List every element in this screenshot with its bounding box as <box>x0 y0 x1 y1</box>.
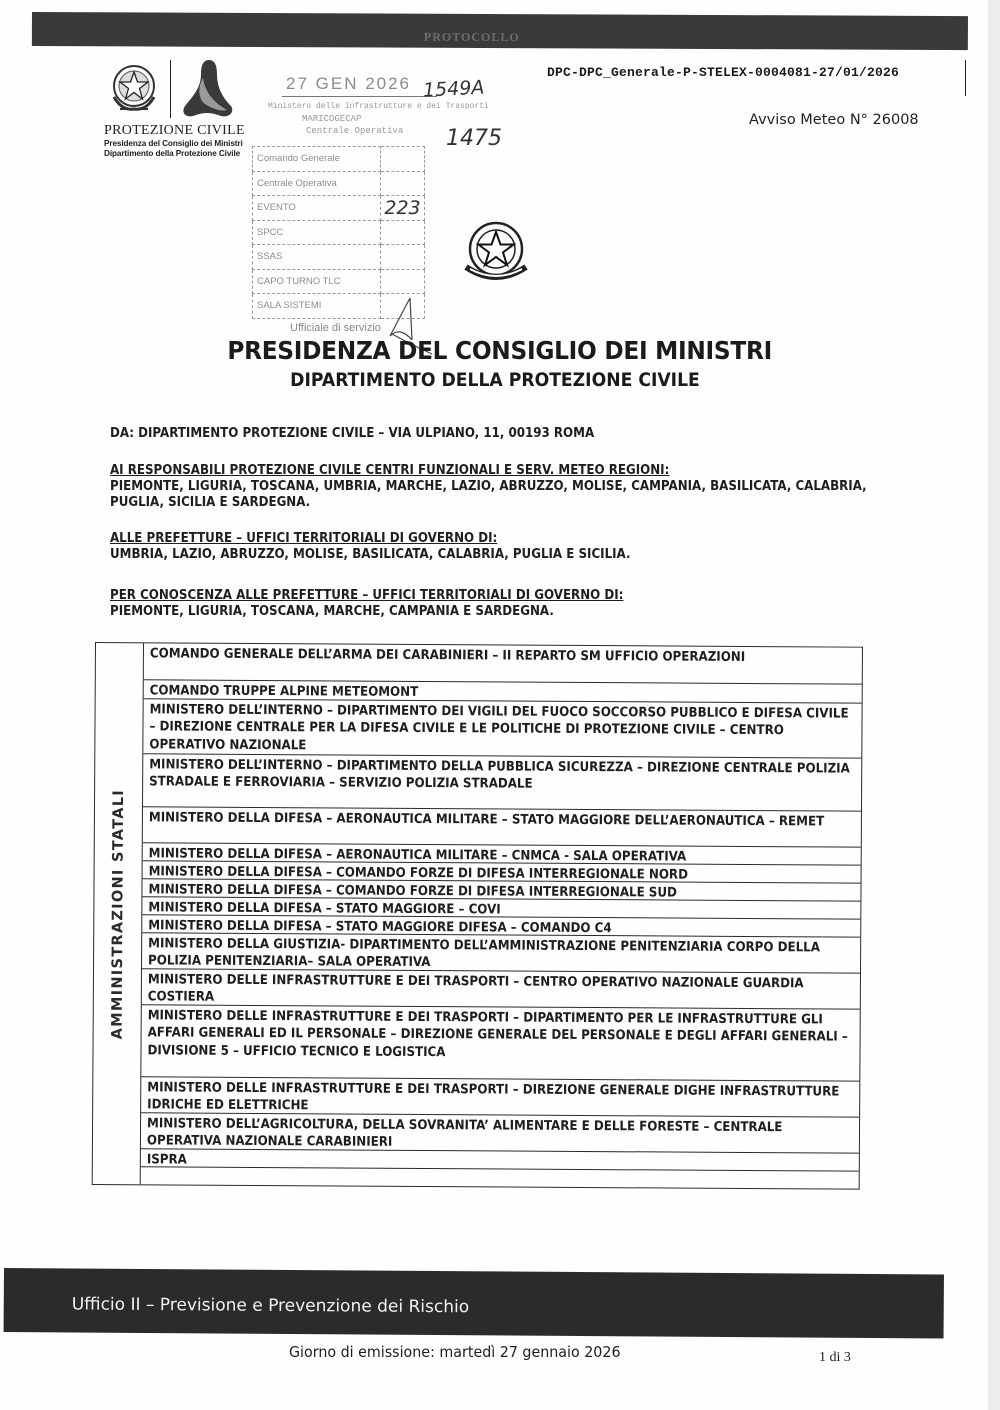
recipients-prefetture-list: UMBRIA, LAZIO, ABRUZZO, MOLISE, BASILICATA, CALABRIA, PUGLIA E SICILIA. <box>110 547 631 562</box>
table-rows <box>141 643 862 1188</box>
table-row: MINISTERO DELLE INFRASTRUTTURE E DEI TRASPORTI – CENTRO OPERATIVO NAZIONALE GUARDIA COSTIERA <box>142 969 860 1009</box>
page-number: 1 di 3 <box>819 1350 851 1365</box>
protocol-bar <box>32 12 968 50</box>
recipients-block-prefetture <box>110 531 812 563</box>
avviso-number: Avviso Meteo N° 26008 <box>749 112 919 128</box>
state-administrations-table <box>92 642 863 1190</box>
recipients-block-conoscenza <box>110 588 812 620</box>
table-side-header <box>93 643 144 1184</box>
table-row: MINISTERO DELLE INFRASTRUTTURE E DEI TRASPORTI – DIREZIONE GENERALE DIGHE INFRASTRUTTURE IDRICHE ED ELETTRICHE <box>141 1077 859 1117</box>
stamp-footer: Ufficiale di servizio <box>290 322 381 334</box>
stamp-ministry-line-2: MARICOGECAP <box>302 114 362 124</box>
table-row-empty <box>141 1167 859 1191</box>
italian-republic-emblem-icon <box>458 215 534 291</box>
scan-edge <box>988 0 1000 1410</box>
stamp-row: SSAS <box>253 245 425 270</box>
logo-separator <box>170 60 171 118</box>
recipients-regions-heading: AI RESPONSABILI PROTEZIONE CIVILE CENTRI FUNZIONALI E SERV. METEO REGIONI: <box>110 463 670 478</box>
stamp-ministry-line-1: Ministero delle Infrastrutture e dei Trasporti <box>268 102 489 111</box>
emission-date: Giorno di emissione: martedì 27 gennaio 2026 <box>289 1343 621 1361</box>
stamp-ministry-line-3: Centrale Operativa <box>306 126 404 136</box>
recipients-block-regions <box>110 463 884 511</box>
protocol-bar-label: PROTOCOLLO <box>423 29 520 45</box>
logo-subtitle-2: Dipartimento della Protezione Civile <box>104 149 241 158</box>
stamp-row: SPCC <box>253 220 425 245</box>
logo-subtitle-1: Presidenza del Consiglio dei Ministri <box>104 139 243 148</box>
table-row: COMANDO GENERALE DELL’ARMA DEI CARABINIERI – II REPARTO SM UFFICIO OPERAZIONI <box>144 643 862 684</box>
handwritten-number-1: 1549A <box>422 76 485 102</box>
table-row: MINISTERO DELLA DIFESA – STATO MAGGIORE DIFESA – COMANDO C4 <box>142 915 860 937</box>
stamp-row: Centrale Operativa <box>253 171 425 196</box>
stamp-date: 27 GEN 2026 <box>286 74 412 93</box>
reception-stamp <box>248 70 508 340</box>
table-row: ISPRA <box>141 1149 859 1171</box>
stamp-row: EVENTO 223 <box>253 196 425 221</box>
table-row: COMANDO TRUPPE ALPINE METEOMONT <box>144 680 862 703</box>
table-row: MINISTERO DELL’INTERNO – DIPARTIMENTO DEI VIGILI DEL FUOCO SOCCORSO PUBBLICO E DIFESA CIVILE – DIREZIONE CENTRALE PER LA DIFESA CIVILE E LE POLITICHE DI PROTEZIONE CIVILE – CENTRO OPERATIVO NAZIONALE <box>143 699 861 758</box>
protezione-civile-logo <box>104 56 249 159</box>
recipients-conoscenza-heading: PER CONOSCENZA ALLE PREFETTURE – UFFICI TERRITORIALI DI GOVERNO DI: <box>110 588 624 603</box>
protocol-divider <box>965 60 966 96</box>
office-footer-bar <box>4 1268 944 1339</box>
table-row: MINISTERO DELLA DIFESA – AERONAUTICA MILITARE – STATO MAGGIORE DELL’AERONAUTICA – REMET <box>143 807 861 847</box>
sender-line: DA: DIPARTIMENTO PROTEZIONE CIVILE – VIA ULPIANO, 11, 00193 ROMA <box>110 426 595 441</box>
table-row: MINISTERO DELLA DIFESA – STATO MAGGIORE – COVI <box>142 897 860 919</box>
stamp-row: CAPO TURNO TLC <box>253 269 425 294</box>
protocol-code: DPC-DPC_Generale-P-STELEX-0004081-27/01/2026 <box>547 65 900 80</box>
table-row: MINISTERO DELLA DIFESA – AERONAUTICA MILITARE – CNMCA - SALA OPERATIVA <box>143 843 861 865</box>
handwritten-number-2: 1475 <box>446 126 502 151</box>
document-subtitle: DIPARTIMENTO DELLA PROTEZIONE CIVILE <box>290 370 700 391</box>
office-name: Ufficio II – Previsione e Prevenzione dei Rischio <box>71 1294 470 1318</box>
table-row: MINISTERO DELLE INFRASTRUTTURE E DEI TRASPORTI – DIPARTIMENTO PER LE INFRASTRUTTURE GLI AFFARI GENERALI ED IL PERSONALE – DIREZIONE GENERALE DEL PERSONALE E DEGLI AFFARI GENERALI – DIVISIONE 5 – UFFICIO TECNICO E LOGISTICA <box>141 1005 859 1081</box>
stamp-row: SALA SISTEMI <box>253 294 425 319</box>
recipients-prefetture-heading: ALLE PREFETTURE – UFFICI TERRITORIALI DI GOVERNO DI: <box>110 531 498 546</box>
table-side-label: AMMINISTRAZIONI STATALI <box>109 788 128 1039</box>
recipients-regions-list: PIEMONTE, LIGURIA, TOSCANA, UMBRIA, MARCHE, LAZIO, ABRUZZO, MOLISE, CAMPANIA, BASILICATA, CALABRIA, PUGLIA, SICILIA E SARDEGNA. <box>110 479 867 510</box>
table-row: MINISTERO DELLA DIFESA – COMANDO FORZE DI DIFESA INTERREGIONALE NORD <box>143 861 861 883</box>
stamp-routing-table <box>252 146 425 319</box>
table-row: MINISTERO DELLA DIFESA – COMANDO FORZE DI DIFESA INTERREGIONALE SUD <box>142 879 860 901</box>
table-row: MINISTERO DELL’AGRICOLTURA, DELLA SOVRANITA’ ALIMENTARE E DELLE FORESTE – CENTRALE OPERATIVA NAZIONALE CARABINIERI <box>141 1113 859 1153</box>
logo-title: PROTEZIONE CIVILE <box>104 123 245 138</box>
italian-republic-emblem-icon <box>108 61 160 117</box>
table-row: MINISTERO DELLA GIUSTIZIA- DIPARTIMENTO DELL’AMMINISTRAZIONE PENITENZIARIA CORPO DELLA POLIZIA PENITENZIARIA– SALA OPERATIVA <box>142 933 860 973</box>
recipients-conoscenza-list: PIEMONTE, LIGURIA, TOSCANA, MARCHE, CAMPANIA E SARDEGNA. <box>110 604 554 619</box>
stamp-row: Comando Generale <box>253 147 425 172</box>
stamp-date-underline <box>282 96 437 97</box>
document-title: PRESIDENZA DEL CONSIGLIO DEI MINISTRI <box>227 336 772 365</box>
table-row: MINISTERO DELL’INTERNO – DIPARTIMENTO DELLA PUBBLICA SICUREZZA – DIREZIONE CENTRALE POLIZIA STRADALE E FERROVIARIA – SERVIZIO POLIZIA STRADALE <box>143 754 861 811</box>
protezione-civile-triangle-icon <box>181 58 235 120</box>
